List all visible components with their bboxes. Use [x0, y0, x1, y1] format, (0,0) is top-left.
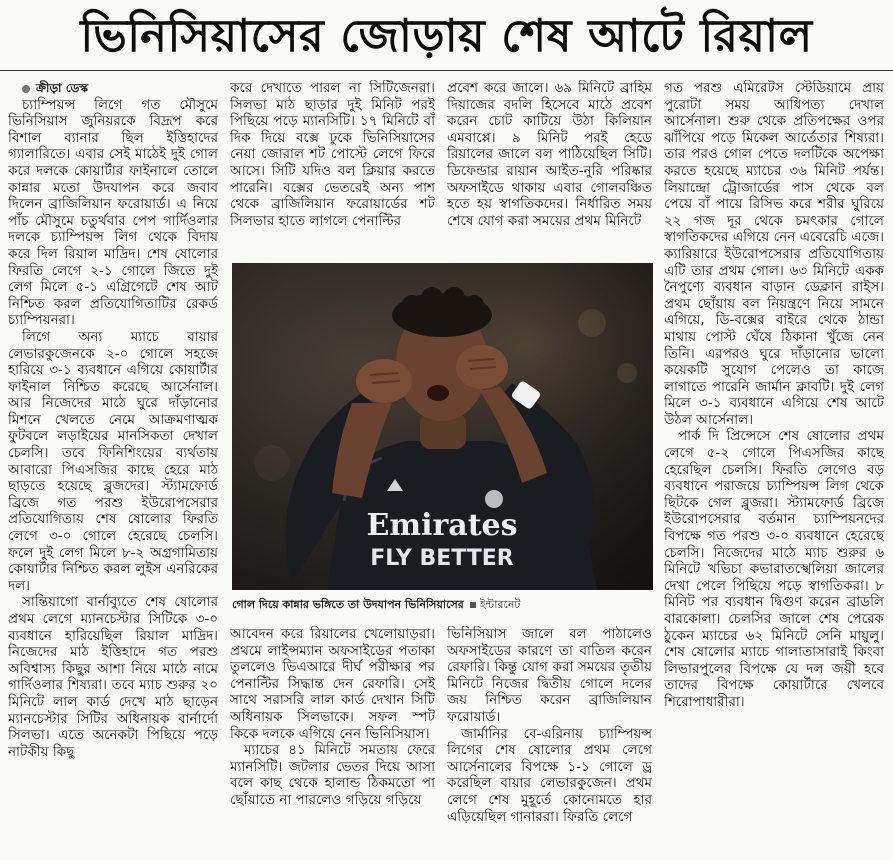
- article-column-1: [8, 80, 218, 856]
- article-column-2-top: [230, 80, 435, 258]
- headline: ভিনিসিয়াসের জোড়ায় শেষ আটে রিয়াল: [80, 9, 813, 62]
- news-photo: [232, 263, 653, 590]
- paragraph: জার্মানির বে-এরিনায় চ্যাম্পিয়ন্স লিগের শেষ ষোলোর প্রথম লেগে আর্সেনালের বিপক্ষে ১-১ গোলে ড্র করেছিল বায়ার লেভারকুজেন। প্রথম লেগে শেষ মুহূর্তে কোনোমতে হার এড়িয়েছিল গানাররা। ফিরতি লেগে: [447, 725, 652, 825]
- paragraph: আবেদন করে রিয়ালের খেলোয়াড়রা। প্রথমে লাইন্সম্যান অফসাইডের পতাকা তুললেও ভিএআরে দীর্ঘ পরীক্ষার পর পেনাল্টির সিদ্ধান্ত দেন রেফারি। সেই সাথে সরাসরি লাল কার্ড দেখান সিটি অধিনায়ক সিলভাকে। সফল স্পট কিকে দলকে এগিয়ে নেন ভিনিসিয়াস।: [230, 626, 435, 742]
- article-column-3-bottom: [447, 626, 652, 856]
- paragraph: ভিনিসিয়াস জালে বল পাঠালেও অফসাইডের কারণে তা বাতিল করেন রেফারি। কিন্তু যোগ করা সময়ের তৃতীয় মিনিটে নিজের দ্বিতীয় গোলে দলের জয় নিশ্চিত করেন ব্রাজিলিয়ান ফরোয়ার্ড।: [447, 626, 652, 725]
- jersey-sponsor-text: Emirates: [366, 508, 518, 543]
- paragraph: চ্যাম্পিয়ন্স লিগে গত মৌসুমে ভিনিসিয়াস জুনিয়রকে বিদ্রূপ করে বিশাল ব্যানার ছিল ইত্তিহাদের গ্যালারিতে। এবার সেই মাঠেই দুই গোল করে দলকে কোয়ার্টার ফাইনালে তোলে কান্নার মতো উদযাপন করে জবাব দিলেন ব্রাজিলিয়ান ফরোয়ার্ড। এ নিয়ে পাঁচ মৌসুমে চতুর্থবার পেপ গার্দিওলার দলকে চ্যাম্পিয়ন্স লিগ থেকে বিদায় করে দিল রিয়াল মাদ্রিদ। শেষ ষোলোর ফিরতি লেগে ২-১ গোলে জিতে দুই লেগ মিলে ৫-১ এগ্রিগেটে শেষ আট নিশ্চিত করল প্রতিযোগিতাটির রেকর্ড চ্যাম্পিয়নরা।: [8, 96, 218, 329]
- paragraph: করে দেখাতে পারল না সিটিজেনরা। সিলভা মাঠ ছাড়ার দুই মিনিট পরই পিছিয়ে পড়ে ম্যানসিটি। ১৭ মিনিটে বাঁ দিক দিয়ে বক্সে ঢুকে ভিনিসিয়াসের নেয়া জোরাল শট পোস্টে লেগে ফিরে আসে। সিটি যদিও বল ক্লিয়ার করতে পারেনি। বক্সের ভেতরেই অন্য পাশ থেকে ব্রাজিলিয়ান ফরোয়ার্ডের শট সিলভার হাতে লাগলে পেনাল্টির: [230, 80, 435, 229]
- article-column-3-top: [447, 80, 652, 258]
- byline: [8, 80, 218, 97]
- bullet-icon: [22, 85, 30, 93]
- player-celebration-image: [232, 263, 653, 590]
- credit-text: ইন্টারনেট: [479, 598, 521, 611]
- square-bullet-icon: [470, 602, 476, 608]
- jersey-tagline-text: FLY BETTER: [370, 546, 514, 571]
- paragraph: প্রবেশ করে জালে। ৬৯ মিনিটে ব্রাহিম দিয়াজের বদলি হিসেবে মাঠে প্রবেশ করেন চোট কাটিয়ে উঠা কিলিয়ান এমবাপ্পে। ৯ মিনিট পরই হেডে রিয়ালের জালে বল পাঠিয়েছিল সিটি। ডিফেন্ডার রায়ান আইত-নুরি পরিষ্কার অফসাইডে থাকায় এবার গোলবঞ্চিত হতে হয় স্বাগতিকদের। নির্ধারিত সময় শেষে যোগ করা সময়ের প্রথম মিনিটে: [447, 80, 652, 229]
- article-column-2-bottom: [230, 626, 435, 856]
- paragraph: গত পরশু এমিরেটস স্টেডিয়ামে প্রায় পুরোটা সময় আধিপত্য দেখাল আর্সেনাল। শুরু থেকে প্রতিপক্ষের ওপর ঝাঁপিয়ে পড়ে মিকেল আর্তেতার শিষ্যরা। তার পরও গোল পেতে দলটিকে অপেক্ষা করতে হয়েছে ম্যাচের ৩৬ মিনিট পর্যন্ত। লিয়ান্দ্রো ট্রোজার্ডের পাস থেকে বল পেয়ে বাঁ পায়ে রিসিভ করে শরীর ঘুরিয়ে ২২ গজ দূর থেকে চমৎকার গোলে স্বাগতিকদের এগিয়ে নেন এবেরেচি এজে। ক্যারিয়ারে ইউরোপসেরার প্রতিযোগিতায় এটি তার প্রথম গোল। ৬৩ মিনিটে একক নৈপুণ্যে ব্যবধান বাড়ান ডেক্লান রাইস। প্রথম ছোঁয়ায় বল নিয়ন্ত্রণে নিয়ে সামনে এগিয়ে, ডি-বক্সের বাইরে থেকে ঠান্ডা মাথায় পোস্ট ঘেঁষে ঠিকানা খুঁজে নেন তিনি। এরপরও ঘুরে দাঁড়ানোর ভালো কয়েকটি সুযোগ পেলেও তা কাজে লাগাতে পারেনি জার্মান ক্লাবটি। দুই লেগ মিলে ৩-১ ব্যবধানে এগিয়ে শেষ আটে উঠল আর্সেনাল।: [664, 80, 884, 428]
- paragraph: লিগে অন্য ম্যাচে বায়ার লেভারকুজেনকে ২-০ গোলে সহজে হারিয়ে ৩-১ ব্যবধানে এগিয়ে কোয়ার্টার ফাইনাল নিশ্চিত করেছে আর্সেনাল। আর নিজেদের মাঠে ঘুরে দাঁড়ানোর মিশনে খেলতে নেমে আক্রমণাত্মক ফুটবলে লড়াইয়ের মানসিকতা দেখাল চেলসি। তবে ফিনিশিংয়ের ব্যর্থতায় আবারো পিএসজির কাছে হেরে মাঠ ছাড়তে হয়েছে ব্লুজদের। স্ট্যামফোর্ড ব্রিজে গত পরশু ইউরোপসেরার প্রতিযোগিতায় শেষ ষোলোর ফিরতি লেগে ৩-০ গোলে হেরেছে চেলসি। ফলে দুই লেগ মিলে ৮-২ অগ্রগামিতায় কোয়ার্টার নিশ্চিত করল লুইস এনরিকের দল।: [8, 328, 218, 594]
- photo-credit: [470, 598, 521, 611]
- paragraph: পার্ক দি প্রিন্সেসে শেষ ষোলোর প্রথম লেগে ৫-২ গোলে পিএসজির কাছে হেরেছিল চেলসি। ফিরতি লেগেও বড় ব্যবধানে পরাজয়ে চ্যাম্পিয়ন্স লিগ থেকে ছিটকে গেল ব্লুজরা। স্ট্যামফোর্ড ব্রিজে ইউরোপসেরার বর্তমান চ্যাম্পিয়নদের বিপক্ষে গত পরশু ৩-০ ব্যবধানে হেরেছে চেলসি। নিজেদের মাঠে ম্যাচ শুরুর ৬ মিনিটে খভিচা কভারাতস্খেলিয়া জালের দেখা পেলে পিছিয়ে পড়ে স্বাগতিকরা। ৮ মিনিট পর ব্যবধান দ্বিগুণ করেন ব্রাডলি বারকোলা। চেলসির জালে শেষ পেরেক ঠুকেন ম্যাচের ৬২ মিনিটে সেনি মায়ুলু। শেষ ষোলোর ম্যাচে গালাতাসারাই কিংবা লিভারপুলের বিপক্ষে যে দল জয়ী হবে তাদের বিপক্ষে কোয়ার্টারে খেলবে শিরোপাধারীরা।: [664, 428, 884, 710]
- photo-caption: [232, 594, 653, 616]
- article-column-4: [664, 80, 884, 856]
- byline-text: ক্রীড়া ডেস্ক: [36, 81, 89, 95]
- caption-text: গোল দিয়ে কান্নার ভঙ্গিতে তা উদযাপন ভিনিসিয়াসের: [232, 598, 464, 611]
- headline-divider: [0, 70, 893, 71]
- paragraph: সান্তিয়াগো বার্নাব্যুতে শেষ ষোলোর প্রথম লেগে ম্যানচেস্টার সিটিকে ৩-০ ব্যবধানে হারিয়েছিল রিয়াল মাদ্রিদ। নিজেদের মাঠ ইত্তিহাদে গত পরশু অবিশ্বাস্য কিছুর আশা নিয়ে মাঠে নামে গার্দিওলার শিষ্যরা। তবে ম্যাচ শুরুর ২০ মিনিটে লাল কার্ড দেখে মাঠ ছাড়েন ম্যানচেস্টার সিটির অধিনায়ক বার্নার্দো সিলভা। এতে অনেকটা পিছিয়ে পড়ে নাটকীয় কিছু: [8, 594, 218, 760]
- paragraph: ম্যাচের ৪১ মিনিটে সমতায় ফেরে ম্যানসিটি। জটলার ভেতর দিয়ে আসা বলে কাছ থেকে হালান্ড ঠিকমতো পা ছোঁয়াতে না পারলেও গড়িয়ে গড়িয়ে: [230, 742, 435, 808]
